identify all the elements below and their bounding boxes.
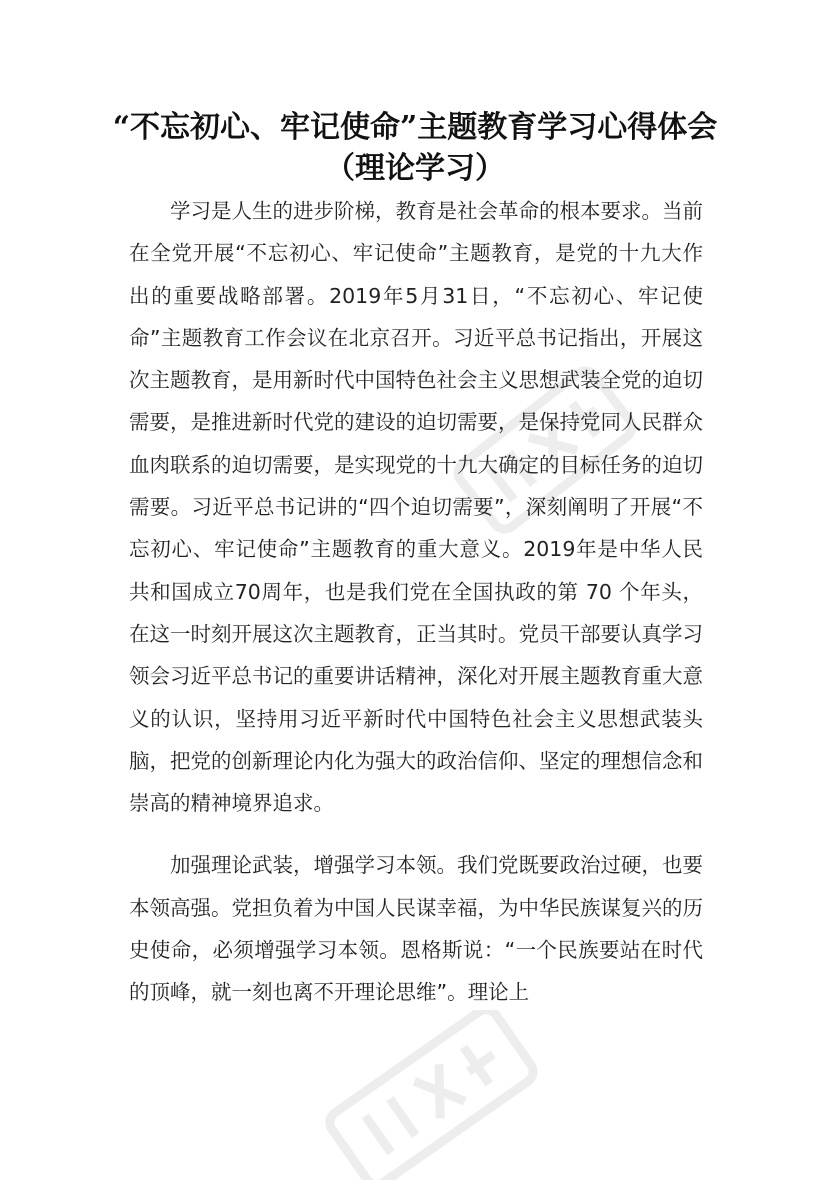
document-body bbox=[129, 190, 703, 1014]
document-subtitle: （理论学习） bbox=[325, 151, 505, 186]
paragraph-1: 学习是人生的进步阶梯，教育是社会革命的根本要求。当前在全党开展“不忘初心、牢记使命”主题教育，是党的十九大作出的重要战略部署。2019年5月31日，“不忘初心、牢记使命”主题教育工作会议在北京召开。习近平总书记指出，开展这次主题教育，是用新时代中国特色社会主义思想武装全党的迫切需要，是推进新时代党的建设的迫切需要，是保持党同人民群众血肉联系的迫切需要，是实现党的十九大确定的目标任务的迫切需要。习近平总书记讲的“四个迫切需要”，深刻阐明了开展“不忘初心、牢记使命”主题教育的重大意义。2019年是中华人民共和国成立70周年，也是我们党在全国执政的第 70 个年头，在这一时刻开展这次主题教育，正当其时。党员干部要认真学习领会习近平总书记的重要讲话精神，深化对开展主题教育重大意义的认识，坚持用习近平新时代中国特色社会主义思想武装头脑，把党的创新理论内化为强大的政治信仰、坚定的理想信念和崇高的精神境界追求。 bbox=[129, 199, 703, 816]
watermark-logo-bottom bbox=[300, 1010, 560, 1180]
watermark-bottom bbox=[300, 1010, 560, 1180]
paragraph-2: 加强理论武装，增强学习本领。我们党既要政治过硬，也要本领高强。党担负着为中国人民谋幸福，为中华民族谋复兴的历史使命，必须增强学习本领。恩格斯说：“一个民族要站在时代的顶峰，就一刻也离不开理论思维”。理论上 bbox=[129, 853, 703, 1005]
document-title: “不忘初心、牢记使命”主题教育学习心得体会 bbox=[112, 110, 718, 145]
